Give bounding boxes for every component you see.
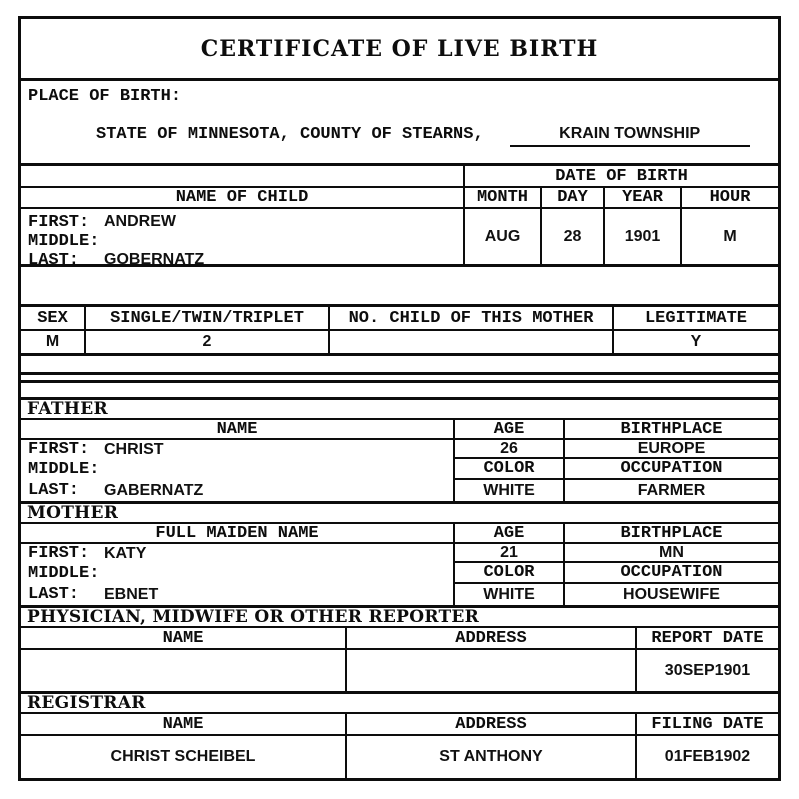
physician-address-header: ADDRESS [345, 628, 635, 648]
first-name-label: FIRST: [28, 213, 90, 232]
father-color-header: COLOR [453, 459, 563, 480]
mother-middle-name-cell [21, 563, 453, 584]
mother-row-first [21, 544, 778, 563]
father-name-header: NAME [216, 419, 258, 439]
child-middle-name-line [28, 232, 463, 251]
first-name-label: FIRST: [28, 544, 90, 563]
mother-birthplace-header: BIRTHPLACE [563, 524, 778, 542]
blank-strip [21, 356, 778, 375]
mother-maiden-name-header: FULL MAIDEN NAME [155, 523, 319, 543]
mother-age-value: 21 [453, 544, 563, 563]
registrar-address-header: ADDRESS [345, 714, 635, 734]
report-date-value: 30SEP1901 [635, 650, 778, 691]
birth-day-value: 28 [540, 209, 603, 264]
vitals-value-row [21, 331, 778, 353]
mother-color-value: WHITE [453, 584, 563, 605]
physician-header-row [21, 628, 778, 650]
place-of-birth-label: PLACE OF BIRTH: [28, 87, 182, 106]
mother-color-header: COLOR [453, 563, 563, 584]
month-header: MONTH [463, 188, 540, 207]
mother-last-name-cell [21, 584, 453, 605]
filing-date-header: FILING DATE [635, 714, 778, 734]
last-name-label: LAST: [28, 585, 80, 604]
child-column-header-row [21, 188, 778, 209]
report-date-header: REPORT DATE [635, 628, 778, 648]
father-first-name-cell [21, 440, 453, 459]
sex-header: SEX [37, 308, 68, 328]
father-age-header: AGE [453, 420, 563, 438]
father-occupation-value: FARMER [563, 480, 778, 501]
father-row-first [21, 440, 778, 459]
place-of-birth-value: KRAIN TOWNSHIP [510, 125, 750, 147]
empty-cell [21, 166, 463, 186]
date-of-birth-header: DATE OF BIRTH [463, 166, 778, 186]
mother-row-middle [21, 563, 778, 584]
registrar-header-row [21, 714, 778, 736]
mother-header-row [21, 524, 778, 544]
child-table [21, 166, 778, 270]
father-birthplace-header: BIRTHPLACE [563, 420, 778, 438]
last-name-label: LAST: [28, 481, 80, 500]
vitals-table [21, 304, 778, 356]
child-last-name-value: GOBERNATZ [104, 251, 205, 268]
mother-first-name-value: KATY [104, 544, 147, 562]
legitimate-header: LEGITIMATE [612, 307, 778, 329]
first-name-label: FIRST: [28, 440, 90, 459]
sex-value: M [45, 333, 60, 350]
father-row-last [21, 480, 778, 501]
place-of-birth-line [96, 125, 750, 147]
father-table [21, 420, 778, 501]
mother-age-header: AGE [453, 524, 563, 542]
child-number-header: NO. CHILD OF THIS MOTHER [328, 307, 612, 329]
father-row-middle [21, 459, 778, 480]
title-section [21, 19, 778, 81]
registrar-name-value: CHRIST SCHEIBEL [110, 748, 256, 765]
certificate-title: CERTIFICATE OF LIVE BIRTH [200, 35, 599, 62]
day-header: DAY [540, 188, 603, 207]
physician-address-value [345, 650, 635, 691]
physician-table [21, 628, 778, 691]
registrar-name-header: NAME [162, 714, 204, 734]
mother-first-name-cell [21, 544, 453, 563]
child-number-value [328, 331, 612, 353]
physician-section-band: PHYSICIAN, MIDWIFE OR OTHER REPORTER [21, 605, 778, 628]
last-name-label: LAST: [28, 251, 80, 270]
father-birthplace-value: EUROPE [563, 440, 778, 459]
certificate-form [18, 16, 781, 781]
single-twin-triplet-header: SINGLE/TWIN/TRIPLET [84, 307, 328, 329]
date-of-birth-header-row [21, 166, 778, 188]
birth-hour-value: M [680, 209, 778, 264]
middle-name-label: MIDDLE: [28, 460, 100, 479]
father-occupation-header: OCCUPATION [563, 459, 778, 480]
legitimate-value: Y [612, 331, 778, 353]
place-of-birth-line-label: STATE OF MINNESOTA, COUNTY OF STEARNS, [96, 125, 484, 144]
mother-table [21, 524, 778, 605]
mother-last-name-value: EBNET [104, 585, 159, 603]
physician-name-header: NAME [162, 628, 204, 648]
blank-strip [21, 380, 778, 397]
mother-row-last [21, 584, 778, 605]
vitals-header-row [21, 307, 778, 331]
father-header-row [21, 420, 778, 440]
registrar-section-band: REGISTRAR [21, 691, 778, 714]
father-section-band: FATHER [21, 397, 778, 420]
registrar-table [21, 714, 778, 778]
registrar-data-row [21, 736, 778, 778]
middle-name-label: MIDDLE: [28, 232, 100, 251]
middle-name-label: MIDDLE: [28, 564, 100, 583]
child-first-name-value: ANDREW [104, 213, 176, 230]
father-last-name-value: GABERNATZ [104, 481, 204, 499]
place-of-birth-section [21, 81, 778, 166]
mother-occupation-value: HOUSEWIFE [563, 584, 778, 605]
father-middle-name-cell [21, 459, 453, 480]
child-data-row [21, 209, 778, 270]
spacer [21, 267, 778, 304]
physician-name-value [21, 650, 345, 691]
birth-month-value: AUG [463, 209, 540, 264]
father-first-name-value: CHRIST [104, 440, 164, 458]
father-color-value: WHITE [453, 480, 563, 501]
registrar-address-value: ST ANTHONY [345, 736, 635, 778]
single-twin-triplet-value: 2 [84, 331, 328, 353]
father-age-value: 26 [453, 440, 563, 459]
mother-occupation-header: OCCUPATION [563, 563, 778, 584]
mother-birthplace-value: MN [563, 544, 778, 563]
child-name-cell [21, 209, 463, 270]
name-of-child-header: NAME OF CHILD [175, 188, 309, 207]
birth-year-value: 1901 [603, 209, 680, 264]
hour-header: HOUR [680, 188, 778, 207]
father-last-name-cell [21, 480, 453, 501]
mother-section-band: MOTHER [21, 501, 778, 524]
year-header: YEAR [603, 188, 680, 207]
child-first-name-line [28, 213, 463, 232]
filing-date-value: 01FEB1902 [635, 736, 778, 778]
physician-data-row [21, 650, 778, 691]
